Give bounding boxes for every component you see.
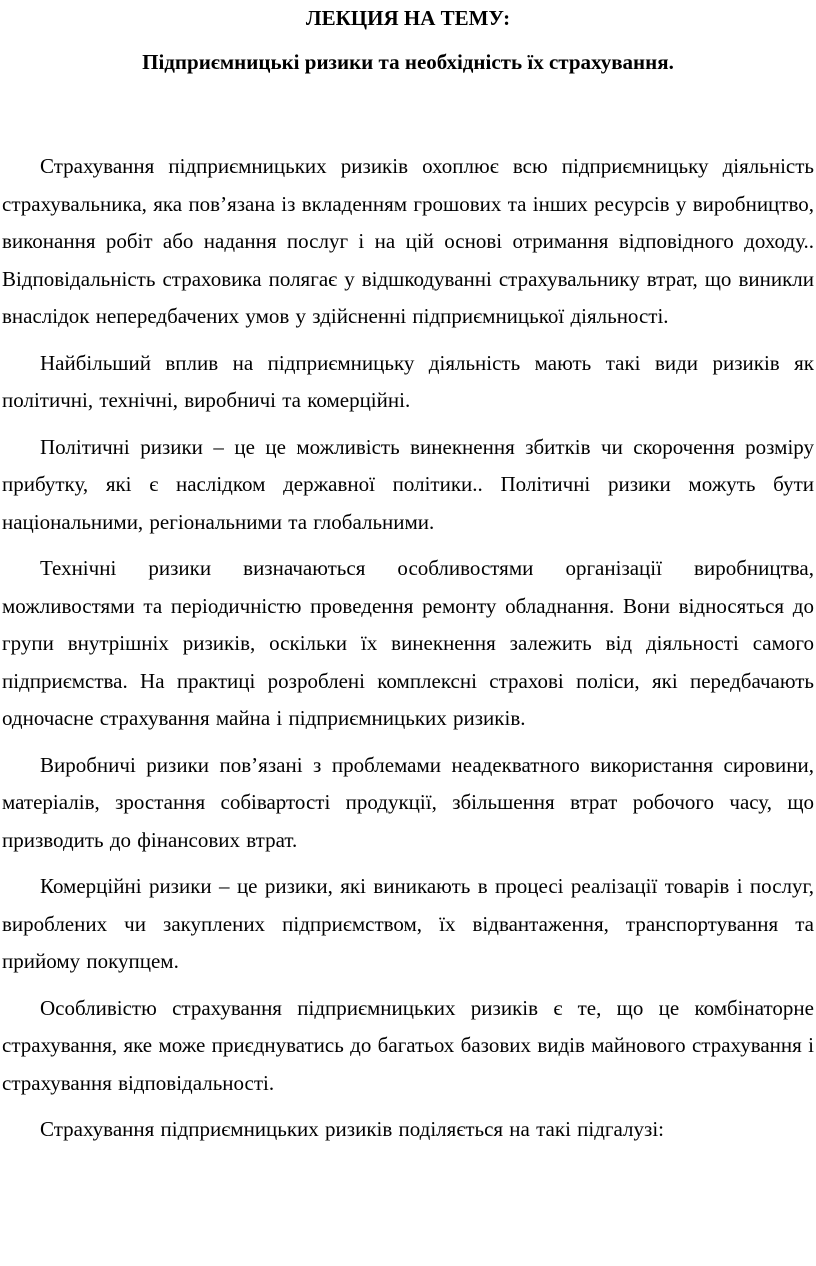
paragraph-subsectors: Страхування підприємницьких ризиків поділяється на такі підгалузі: — [40, 1117, 664, 1141]
paragraph-commercial-risks: Комерційні ризики – це ризики, які виникають в процесі реалізації товарів і послуг, вироблених чи закуплених підприємством, їх відвантаження, транспортування та прийому покупцем. — [2, 874, 814, 973]
paragraph-production-risks: Виробничі ризики пов’язані з проблемами неадекватного використання сировини, матеріалів, зростання собівартості продукції, збільшення втрат робочого часу, що призводить до фінансових втрат. — [2, 752, 814, 852]
paragraph-technical-risks: Технічні ризики визначаються особливостями організації виробництва, можливостями та періодичністю проведення ремонту обладнання. Вони відносяться до групи внутрішніх ризиків, оскільки їх винекнення залежить від діяльності самого підприємства. На практиці розроблені комплексні страхові поліси, які передбачають одночасне страхування майна і підприємницьких ризиків. — [2, 556, 814, 730]
paragraph-risk-types: Найбільший вплив на підприємницьку діяльність мають такі види ризиків як політичні, технічні, виробничі та комерційні. — [2, 350, 814, 412]
lecture-heading: ЛЕКЦИЯ НА ТЕМУ: — [305, 6, 511, 30]
paragraph-political-risks: Політичні ризики – це це можливість винекнення збитків чи скорочення розміру прибутку, які є наслідком державної політики.. Політичні ризики можуть бути національними, регіональними та глобальними. — [2, 434, 814, 534]
document-body — [2, 148, 814, 1149]
paragraph-insurance-scope: Страхування підприємницьких ризиків охоплює всю підприємницьку діяльність страхувальника, яка пов’язана із вкладенням грошових та інших ресурсів у виробництво, виконання робіт або надання послуг і на цій основі отримання відповідного доходу.. Відповідальність страховика полягає у відшкодуванні страхувальнику втрат, що виникли внаслідок непередбачених умов у здійсненні підприємницької діяльності. — [2, 154, 814, 328]
paragraph-insurance-feature: Особливістю страхування підприємницьких ризиків є те, що це комбінаторне страхування, яке може приєднуватись до багатьох базових видів майнового страхування і страхування відповідальності. — [2, 995, 814, 1095]
lecture-title: Підприємницькі ризики та необхідність їх страхування. — [142, 50, 674, 74]
